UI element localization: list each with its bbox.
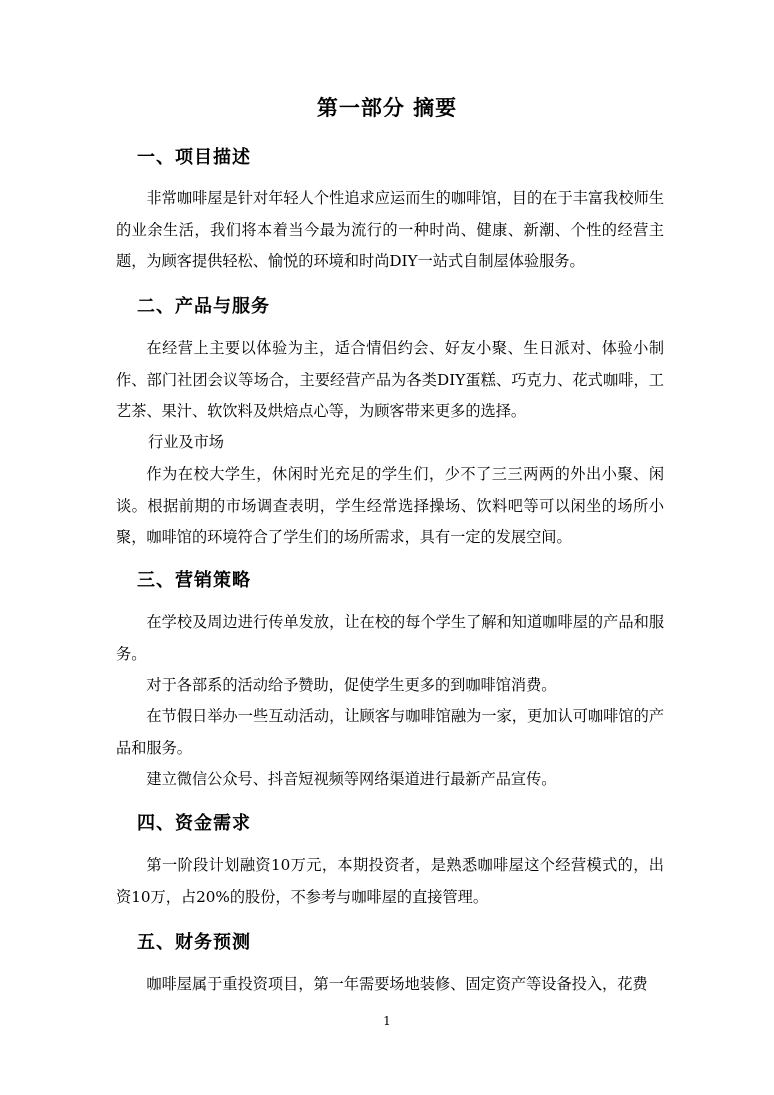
paragraph: 建立微信公众号、抖音短视频等网络渠道进行最新产品宣传。 — [146, 770, 557, 788]
section-heading-marketing-strategy: 三、营销策略 — [137, 570, 251, 591]
section-heading-funding-needs: 四、资金需求 — [137, 813, 251, 834]
section-heading-financial-forecast: 五、财务预测 — [137, 932, 251, 953]
section-heading-products-services: 二、产品与服务 — [137, 296, 270, 317]
paragraph: 作为在校大学生，休闲时光充足的学生们，少不了三三两两的外出小聚、闲谈。根据前期的市场调查表明，学生经常选择操场、饮料吧等可以闲坐的场所小聚，咖啡馆的环境符合了学生们的场所需求，具有一定的发展空间。 — [116, 465, 664, 546]
paragraph: 在学校及周边进行传单发放，让在校的每个学生了解和知道咖啡屋的产品和服务。 — [116, 613, 664, 663]
paragraph: 非常咖啡屋是针对年轻人个性追求应运而生的咖啡馆，目的在于丰富我校师生的业余生活，我们将本着当今最为流行的一种时尚、健康、新潮、个性的经营主题，为顾客提供轻松、愉悦的环境和时尚DIY一站式自制屋体验服务。 — [116, 189, 664, 270]
page-title: 第一部分 摘要 — [316, 96, 458, 120]
page-number: 1 — [383, 1014, 391, 1028]
paragraph: 对于各部系的活动给予赞助，促使学生更多的到咖啡馆消费。 — [146, 676, 557, 694]
paragraph: 咖啡屋属于重投资项目，第一年需要场地装修、固定资产等设备投入，花费 — [146, 975, 648, 993]
paragraph: 第一阶段计划融资10万元，本期投资者，是熟悉咖啡屋这个经营模式的，出资10万，占20%的股份，不参考与咖啡屋的直接管理。 — [116, 856, 664, 906]
section-heading-project-description: 一、项目描述 — [137, 147, 251, 168]
paragraph: 在节假日举办一些互动活动，让顾客与咖啡馆融为一家，更加认可咖啡馆的产品和服务。 — [116, 707, 664, 757]
paragraph: 在经营上主要以体验为主，适合情侣约会、好友小聚、生日派对、体验小制作、部门社团会议等场合，主要经营产品为各类DIY蛋糕、巧克力、花式咖啡，工艺茶、果汁、软饮料及烘焙点心等，为顾客带来更多的选择。 — [116, 339, 664, 420]
subheading-industry-market: 行业及市场 — [148, 433, 224, 451]
